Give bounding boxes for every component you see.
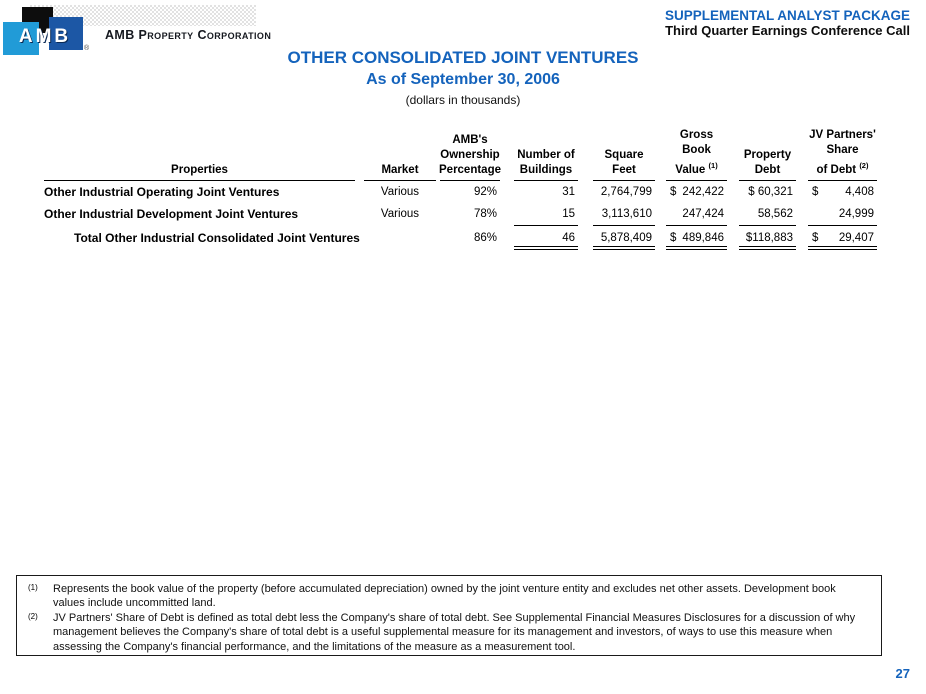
footnote-2 (23, 611, 869, 654)
units-note: (dollars in thousands) (405, 93, 521, 107)
footnote-1 (23, 582, 869, 611)
registered-mark-icon: ® (84, 45, 90, 52)
company-name: AMB Property Corporation (105, 28, 272, 42)
dollar-sign: $ (670, 231, 677, 244)
col-header-market: Market (364, 130, 436, 181)
total-double-rule (593, 246, 655, 254)
table-row-name: Other Industrial Development Joint Ventures (44, 207, 299, 221)
page-title: OTHER CONSOLIDATED JOINT VENTURES (287, 48, 639, 67)
col-header-ownership: AMB's Ownership Percentage (440, 130, 500, 181)
joint-ventures-table (44, 130, 878, 254)
table-row-ownership: 78% (473, 208, 497, 220)
col-header-gross-book-value: Gross Book Value $^{(1)}$ (666, 130, 727, 181)
total-row-market (364, 229, 436, 246)
total-double-rule (514, 246, 578, 254)
table-row-gross-book-value: $ 242,422 (670, 186, 724, 198)
table-row-market: Various (380, 208, 420, 220)
table-row-property-debt: $ 60,321 (748, 186, 793, 198)
dollar-sign: $ (670, 186, 677, 198)
table-row-market: Various (380, 186, 420, 198)
table-row-property-debt: 58,562 (757, 208, 793, 220)
table-row-jv-share: 24,999 (838, 208, 874, 220)
col-header-square-feet: Square Feet (593, 130, 655, 181)
table-row-name: Other Industrial Operating Joint Ventures (44, 185, 280, 199)
table-row-buildings: 31 (562, 186, 575, 198)
table-row-square-feet: 3,113,610 (601, 208, 652, 220)
total-row-property-debt: $118,883 (745, 231, 793, 244)
col-header-buildings: Number of Buildings (514, 130, 578, 181)
report-header-line1: SUPPLEMENTAL ANALYST PACKAGE (664, 8, 910, 23)
total-row-ownership: 86% (473, 231, 497, 244)
table-row-ownership: 92% (473, 186, 497, 198)
footnote-1-text: Represents the book value of the property (before accumulated depreciation) owned by the joint venture entity and excludes net other assets. Development book values include uncommitted land. (53, 583, 836, 610)
footnote-ref-1: (1) (708, 161, 718, 171)
page-title-block (0, 48, 926, 107)
logo-letters: AMB (18, 26, 72, 47)
table-row-buildings: 15 (562, 208, 575, 220)
page-subtitle-date: As of September 30, 2006 (366, 71, 560, 88)
dollar-sign: $ (812, 231, 819, 244)
footnote-1-marker: (1) (28, 583, 38, 592)
footnote-2-text: JV Partners' Share of Debt is defined as total debt less the Company's share of total debt. See Supplemental Financial Measures Disclosures for a discussion of why management believes the Company's share of total debt is a useful supplemental measure for its management and investors, of ways to use this measure when assessing the Company's financial performance, and the limitations of the measure as a measurement tool. (53, 611, 856, 653)
table-row-jv-share: $ 4,408 (812, 186, 874, 198)
total-double-rule (808, 246, 877, 254)
total-row-gross-book-value: $ 489,846 (670, 231, 724, 244)
col-header-properties: Properties (44, 130, 355, 181)
col-header-jv-partners-share: JV Partners' Share of Debt $^{(2)}$ (808, 130, 877, 181)
footnotes-box (16, 575, 882, 656)
total-row-buildings: 46 (562, 231, 575, 244)
page-number: 27 (895, 666, 910, 681)
table-row-gross-book-value: 247,424 (682, 208, 724, 220)
total-row-square-feet: 5,878,409 (600, 231, 652, 244)
total-row-name: Total Other Industrial Consolidated Joint Ventures (74, 230, 360, 245)
total-double-rule (739, 246, 796, 254)
total-row-jv-share: $ 29,407 (812, 231, 874, 244)
footnote-ref-2: (2) (859, 161, 869, 171)
total-double-rule (666, 246, 727, 254)
report-header (665, 8, 910, 38)
report-header-line2: Third Quarter Earnings Conference Call (665, 23, 910, 38)
col-header-property-debt: Property Debt (739, 130, 796, 181)
dollar-sign: $ (812, 186, 819, 198)
table-row-square-feet: 2,764,799 (600, 186, 652, 198)
footnote-2-marker: (2) (28, 611, 38, 621)
